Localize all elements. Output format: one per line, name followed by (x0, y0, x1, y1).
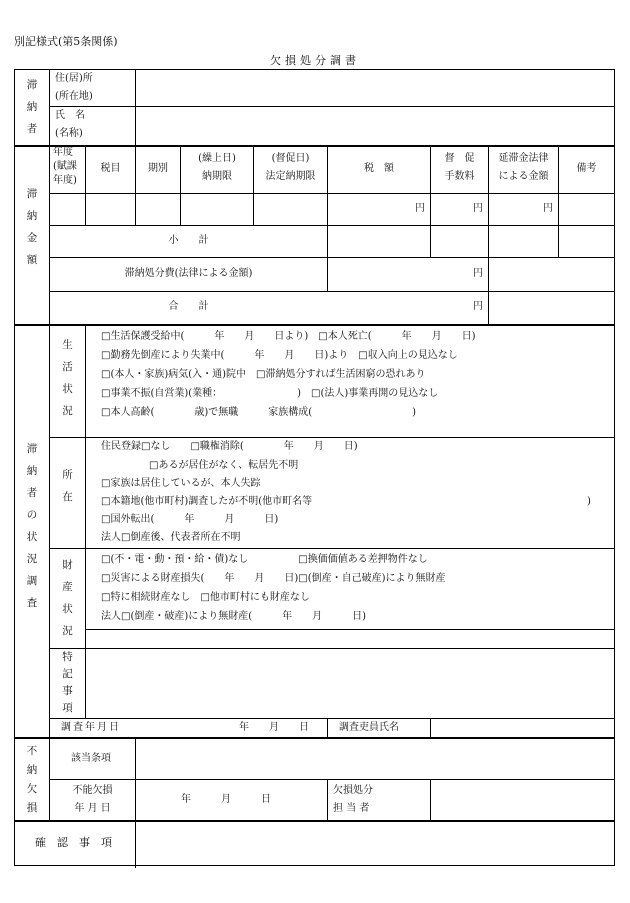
rule (135, 146, 136, 225)
header-year: 年度 (賦課 年度) (53, 147, 77, 186)
property-line: 法人□(倒産・破産)により無財産( 年 月 日) (101, 611, 367, 622)
rule (85, 629, 614, 630)
survey-date-value: 年 月 日 (239, 722, 309, 733)
rule (49, 779, 614, 780)
header-deadline: (繰上日) 納期限 (198, 153, 236, 182)
confirmation-label: 確 認 事 項 (35, 836, 112, 849)
page-caption: 別記様式(第5条関係) (14, 35, 118, 48)
rule (327, 779, 328, 820)
property-line: □特に相続財産なし □他市町村にも財産なし (101, 592, 310, 603)
rule (49, 193, 614, 194)
address-label: 住(居)所 (55, 73, 93, 84)
rule (49, 437, 614, 438)
header-late-fee: 延滞金法律 による金額 (498, 153, 549, 182)
living-line: □(本人・家族)病気(入・通)院中 □滞納処分すれば生活困窮の恐れあり (101, 369, 426, 380)
rule (49, 548, 614, 549)
non-deficiency-group-label: 不 納 欠 損 (26, 745, 38, 814)
rule (15, 820, 614, 822)
name-label: 氏 名 (55, 110, 85, 121)
rule (49, 718, 614, 719)
residence-close-paren: ) (587, 496, 591, 507)
amount-group-label: 滞 納 金 額 (26, 188, 38, 266)
address-label-sub: (所在地) (55, 91, 93, 102)
living-line: □生活保護受給中( 年 月 日より) □本人死亡( 年 月 日) (101, 331, 476, 342)
rule (430, 779, 431, 820)
rule (15, 737, 614, 739)
residence-line: □国外転出( 年 月 日) (101, 514, 279, 525)
rule (49, 291, 614, 292)
header-remarks: 備考 (576, 163, 597, 174)
rule (430, 718, 431, 737)
yen-unit: 円 (473, 203, 483, 214)
document-title: 欠損処分調書 (270, 54, 360, 67)
deficiency-date-value: 年 月 日 (181, 794, 271, 805)
special-notes-label: 特 記 事 項 (62, 651, 73, 714)
living-line: □事業不振(自営業)(業種： ) □(法人)事業再開の見込なし (101, 388, 439, 399)
living-line: □勤務先倒産により失業中( 年 月 日)より □収入向上の見込なし (101, 350, 458, 361)
living-label: 生 活 状 況 (62, 339, 73, 417)
rule (49, 648, 614, 649)
deficiency-date-label: 不能欠損 年 月 日 (72, 785, 113, 814)
yen-unit: 円 (415, 203, 425, 214)
residence-line: 法人□倒産後、代表者所在不明 (101, 532, 241, 543)
disposal-officer-label: 欠損処分 担 当 者 (333, 785, 373, 814)
total-label: 合 計 (168, 301, 209, 312)
applicable-clause-label: 該当条項 (71, 753, 111, 764)
residence-line: □あるが居住がなく、転居先不明 (149, 460, 299, 471)
name-label-sub: (名称) (55, 128, 83, 139)
taxpayer-group-label: 滞 納 者 (26, 79, 38, 135)
disposal-cost-label: 滞納処分費(法律による金額) (124, 268, 253, 279)
residence-line: □家族は居住しているが、本人失踪 (101, 478, 261, 489)
rule (135, 738, 136, 868)
property-line: □災害による財産損失( 年 月 日)□(倒産・自己破産)により無財産 (101, 573, 446, 584)
header-tax-item: 税目 (100, 163, 121, 174)
rule (49, 257, 614, 258)
investigator-label: 調査吏員氏名 (339, 722, 399, 733)
rule (49, 225, 614, 226)
rule (135, 70, 136, 145)
status-group-label: 滞 納 者 の 状 況 調 査 (26, 443, 38, 609)
header-fee: 督 促 手数料 (444, 153, 475, 182)
rule (15, 145, 614, 147)
header-tax-amount: 税 額 (364, 163, 394, 174)
yen-unit: 円 (473, 268, 483, 279)
living-line: □本人高齢( 歳)で無職 家族構成( ) (101, 407, 417, 418)
header-due: (督促日) 法定納期限 (265, 153, 316, 182)
header-period: 期別 (148, 163, 168, 174)
rule (15, 324, 614, 326)
rule (49, 106, 614, 107)
survey-date-label: 調査年月日 (61, 722, 121, 733)
residence-line: 住民登録□なし □職権消除( 年 月 日) (101, 441, 358, 452)
residence-label: 所 在 (62, 469, 73, 503)
residence-line: □本籍地(他市町村)調査したが不明(他市町名等 (101, 496, 313, 507)
rule (327, 718, 328, 737)
deficiency-disposal-form (14, 69, 615, 866)
rule (85, 146, 86, 225)
subtotal-label: 小 計 (168, 235, 209, 246)
rule (85, 325, 86, 718)
property-line: □(不・電・動・預・給・債)なし □換価価値ある差押物件なし (101, 554, 428, 565)
yen-unit: 円 (473, 301, 483, 312)
property-label: 財 産 状 況 (62, 559, 73, 637)
yen-unit: 円 (543, 203, 553, 214)
